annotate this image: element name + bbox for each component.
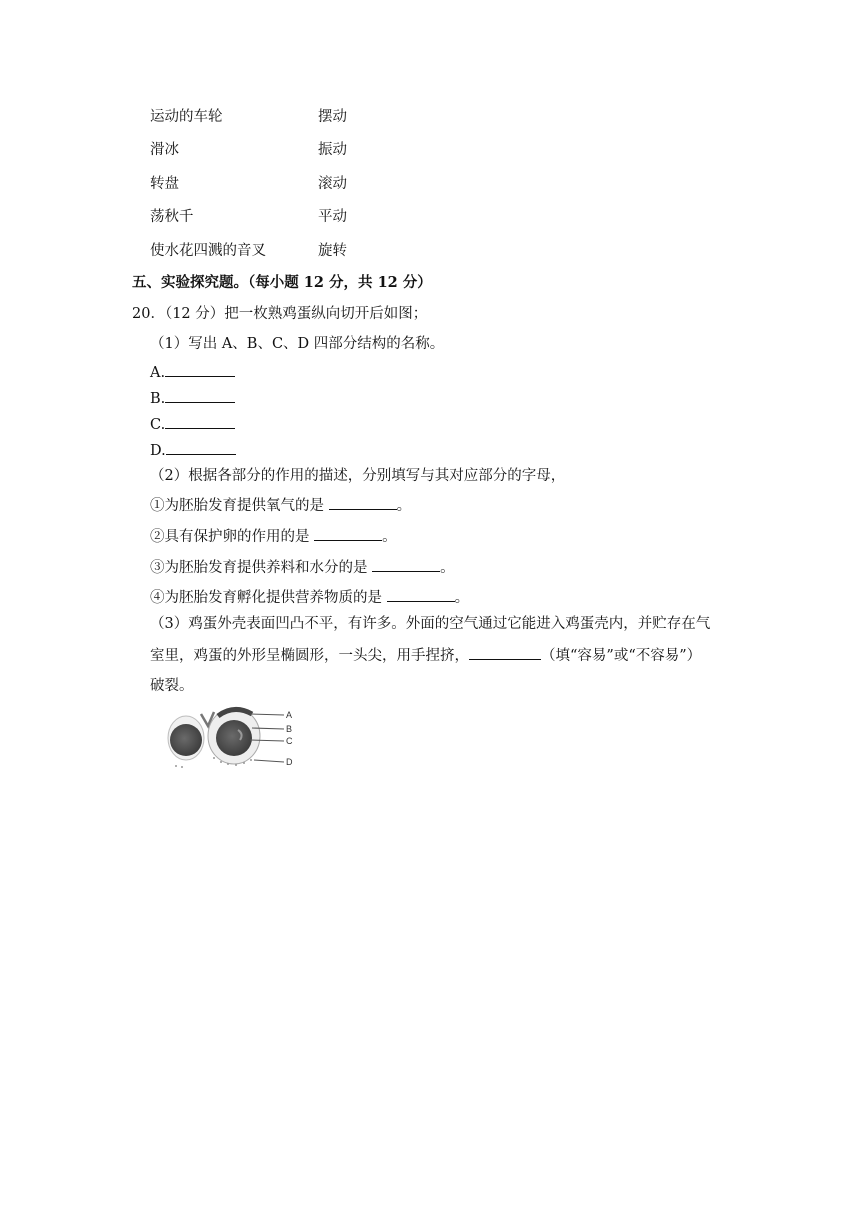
- match-left-1: 运动的车轮: [150, 109, 223, 125]
- part3-line-2: [150, 645, 701, 666]
- part2-item-4: [150, 587, 469, 608]
- answer-blank-d[interactable]: [166, 440, 236, 455]
- answer-label-d: D.: [150, 443, 166, 459]
- item-text: 为胚胎发育提供氧气的是: [164, 498, 329, 514]
- answer-label-c: C.: [150, 417, 166, 433]
- item-end: 。: [382, 529, 397, 545]
- part2-item-1: [150, 495, 411, 516]
- figure-label-b: B: [286, 724, 293, 734]
- section-heading: 五、实验探究题。（每小题 12 分，共 12 分）: [132, 274, 432, 291]
- item-end: 。: [440, 560, 455, 576]
- answer-line-d: [150, 440, 236, 461]
- match-left-4: 荡秋千: [150, 209, 194, 225]
- item-text: 具有保护卵的作用的是: [164, 529, 315, 545]
- egg-cross-section-figure: [166, 700, 300, 772]
- figure-label-c: C: [286, 736, 293, 746]
- answer-line-b: [150, 388, 235, 409]
- answer-label-a: A.: [150, 365, 166, 381]
- part1-prompt: （1）写出 A、B、C、D 四部分结构的名称。: [150, 336, 445, 352]
- answer-blank-b[interactable]: [165, 388, 235, 403]
- answer-blank-2-1[interactable]: [329, 495, 397, 510]
- match-right-2: 振动: [318, 142, 347, 158]
- part2-prompt: （2）根据各部分的作用的描述，分别填写与其对应部分的字母，: [150, 468, 566, 484]
- part3-text-a: 室里，鸡蛋的外形呈椭圆形，一头尖，用手捏挤，: [150, 648, 469, 664]
- item-number: ④: [150, 590, 165, 606]
- match-right-1: 摆动: [318, 109, 347, 125]
- match-left-3: 转盘: [150, 176, 179, 192]
- answer-blank-2-4[interactable]: [387, 587, 455, 602]
- part2-item-3: [150, 557, 455, 578]
- part3-text-b: （填“容易”或“不容易”）: [541, 648, 702, 664]
- leader-line-a: [250, 714, 284, 715]
- answer-line-c: [150, 414, 235, 435]
- match-right-3: 滚动: [318, 176, 347, 192]
- match-right-5: 旋转: [318, 243, 347, 259]
- figure-label-a: A: [286, 710, 293, 720]
- answer-blank-2-3[interactable]: [372, 557, 440, 572]
- match-right-4: 平动: [318, 209, 347, 225]
- part3-line-3: 破裂。: [150, 678, 194, 694]
- item-end: 。: [454, 590, 470, 606]
- item-number: ②: [150, 529, 165, 545]
- item-end: 。: [396, 498, 412, 514]
- match-left-5: 使水花四溅的音叉: [150, 243, 266, 259]
- part3-line-1: （3）鸡蛋外壳表面凹凸不平，有许多。外面的空气通过它能进入鸡蛋壳内，并贮存在气: [150, 616, 711, 632]
- item-text: 为胚胎发育提供养料和水分的是: [164, 560, 373, 576]
- answer-label-b: B.: [150, 391, 166, 407]
- yolk-left: [170, 724, 202, 756]
- item-number: ③: [150, 560, 165, 576]
- answer-blank-3[interactable]: [469, 645, 541, 660]
- answer-blank-2-2[interactable]: [314, 526, 382, 541]
- answer-line-a: [150, 362, 235, 383]
- yolk-right: [216, 720, 252, 756]
- item-number: ①: [150, 498, 165, 514]
- part2-item-2: [150, 526, 397, 547]
- figure-label-d: D: [286, 757, 293, 767]
- item-text: 为胚胎发育孵化提供营养物质的是: [164, 590, 387, 606]
- answer-blank-a[interactable]: [165, 362, 235, 377]
- answer-blank-c[interactable]: [165, 414, 235, 429]
- leader-line-d: [254, 760, 284, 762]
- question-stem: 20．（12 分）把一枚熟鸡蛋纵向切开后如图；: [132, 306, 428, 322]
- match-left-2: 滑冰: [150, 142, 179, 158]
